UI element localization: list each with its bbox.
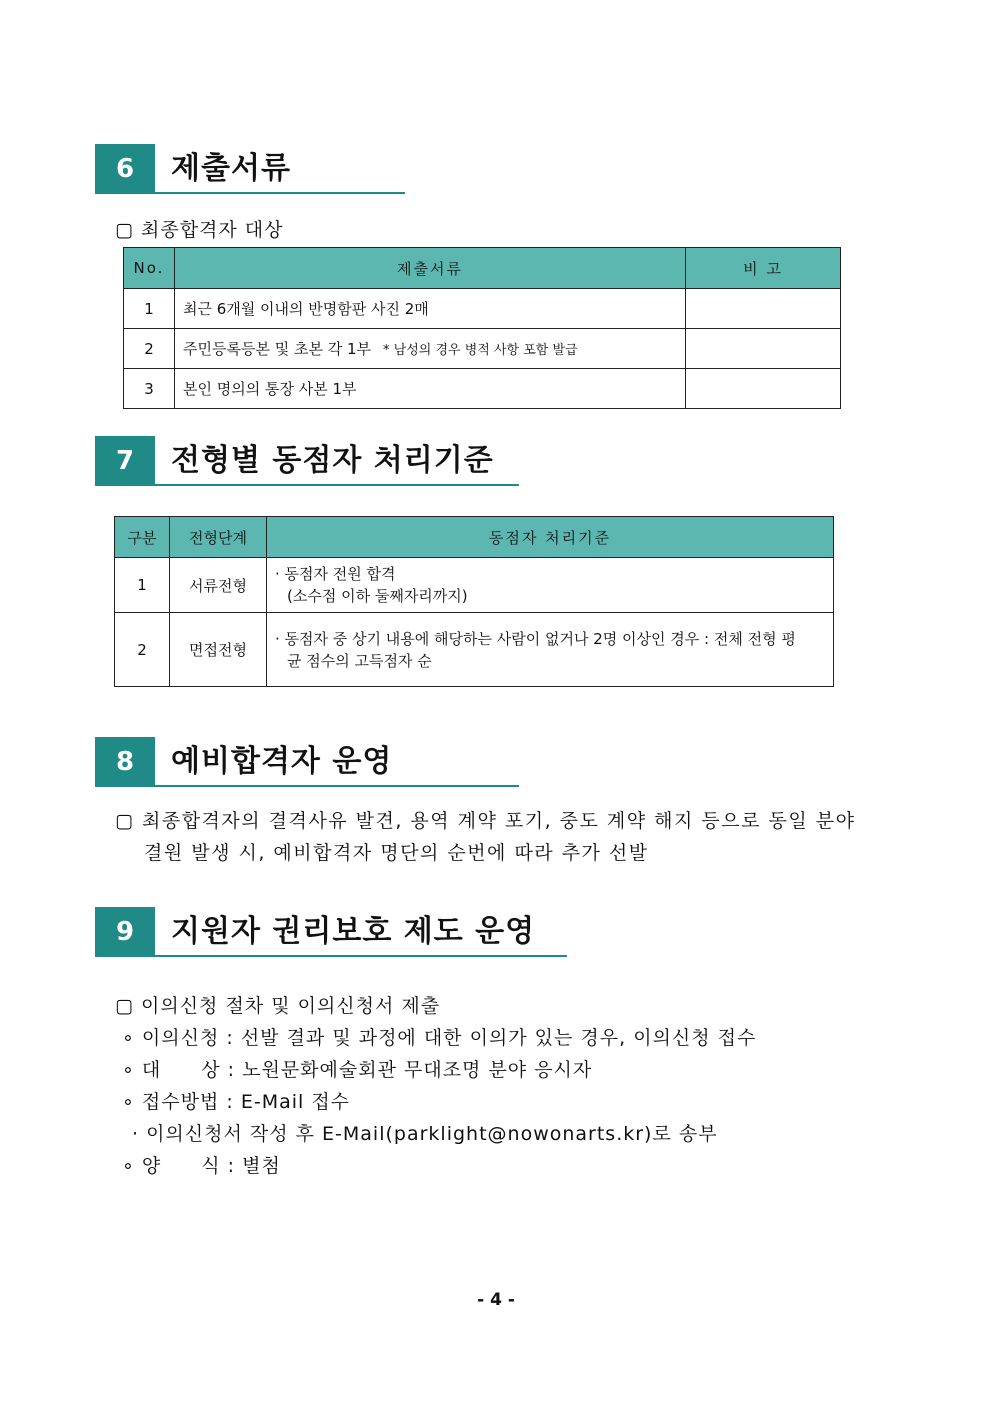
table-header-row [124,248,841,289]
tiebreak-table [114,516,834,687]
s8-line2: 결원 발생 시, 예비합격자 명단의 순번에 따라 추가 선발 [144,842,649,864]
row-criteria [267,613,834,687]
table-row [124,369,841,409]
table-row [115,613,834,687]
row-doc [175,329,686,369]
criteria-line: 균 점수의 고득점자 순 [287,651,432,670]
section-9-header [95,907,567,957]
section-title: 예비합격자 운영 [171,744,393,779]
section-underline [95,955,567,957]
col-category: 구분 [115,517,170,558]
section-underline [95,484,519,486]
table-row [124,289,841,329]
row-stage: 면접전형 [170,613,267,687]
table-row [124,329,841,369]
section-6-header [95,144,405,194]
section-title: 전형별 동점자 처리기준 [171,443,494,478]
section-number: 9 [95,907,155,957]
criteria-line: (소수점 이하 둘째자리까지) [287,587,468,605]
row-remark [686,289,841,329]
row-no: 2 [115,613,170,687]
section-8-header [95,737,519,787]
section-title: 제출서류 [171,151,291,186]
row-stage: 서류전형 [170,558,267,613]
section-number: 6 [95,144,155,194]
doc-text: 본인 명의의 통장 사본 1부 [183,380,357,398]
s9-item: ∘ 대 상 : 노원문화예술회관 무대조명 분야 응시자 [122,1059,593,1081]
row-criteria [267,558,834,613]
col-stage: 전형단계 [170,517,267,558]
s9-intro: ▢ 이의신청 절차 및 이의신청서 제출 [115,995,441,1017]
row-no: 3 [124,369,175,409]
section-7-header [95,436,519,486]
row-no: 1 [124,289,175,329]
s6-intro: ▢ 최종합격자 대상 [115,219,284,241]
section-title: 지원자 권리보호 제도 운영 [171,914,536,949]
s8-line1: ▢ 최종합격자의 결격사유 발견, 용역 계약 포기, 중도 계약 해지 등으로 동일 분야 [115,810,856,832]
s9-item: ∘ 접수방법 : E-Mail 접수 [122,1091,351,1113]
row-remark [686,329,841,369]
section-number: 8 [95,737,155,787]
row-doc [175,369,686,409]
doc-text: 최근 6개월 이내의 반명함판 사진 2매 [183,300,429,318]
s9-item: · 이의신청서 작성 후 E-Mail(parklight@nowonarts.kr)로 송부 [132,1123,718,1145]
table-header-row [115,517,834,558]
row-doc [175,289,686,329]
section-underline [95,192,405,194]
col-criteria: 동점자 처리기준 [267,517,834,558]
doc-text: 주민등록등본 및 초본 각 1부 [183,340,372,358]
col-remark: 비 고 [686,248,841,289]
criteria-line: · 동점자 전원 합격 [275,565,396,583]
s9-item: ∘ 양 식 : 별첨 [122,1155,281,1177]
section-number: 7 [95,436,155,486]
row-remark [686,369,841,409]
criteria-line: · 동점자 중 상기 내용에 해당하는 사람이 없거나 2명 이상인 경우 : 전체 전형 평 [275,629,796,648]
section-underline [95,785,519,787]
s9-item: ∘ 이의신청 : 선발 결과 및 과정에 대한 이의가 있는 경우, 이의신청 접수 [122,1027,757,1049]
table-row [115,558,834,613]
submission-table [123,247,841,409]
row-no: 2 [124,329,175,369]
col-doc: 제출서류 [175,248,686,289]
doc-note: * 남성의 경우 병적 사항 포함 발급 [383,343,578,358]
page-number: - 4 - [477,1290,515,1310]
col-no: No. [124,248,175,289]
row-no: 1 [115,558,170,613]
